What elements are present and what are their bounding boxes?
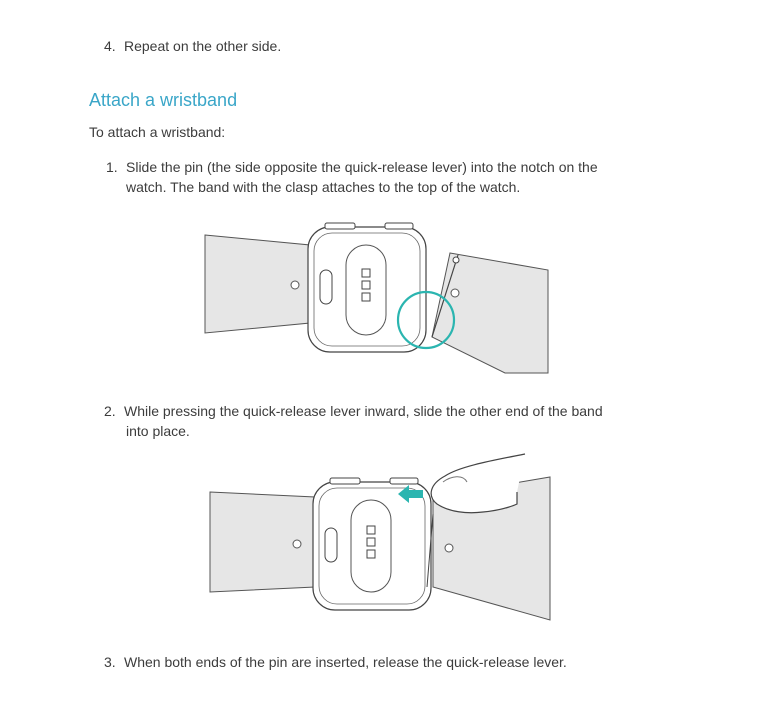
section-heading: Attach a wristband bbox=[89, 90, 238, 110]
right-band bbox=[432, 253, 548, 373]
step-text-line1: Slide the pin (the side opposite the quick-release lever) into the notch on the bbox=[126, 159, 598, 175]
step-number: 4. bbox=[104, 38, 116, 54]
step-number: 1. bbox=[106, 159, 118, 175]
step-text-line2: into place. bbox=[126, 423, 190, 439]
step-number: 2. bbox=[104, 403, 116, 419]
step-text: Repeat on the other side. bbox=[124, 38, 282, 54]
watch-band-notch-illustration bbox=[200, 215, 552, 380]
step-2 bbox=[104, 401, 603, 421]
step-1-continued bbox=[126, 177, 520, 197]
band-pin-hole bbox=[293, 540, 301, 548]
quick-release-lever-illustration bbox=[205, 452, 557, 627]
charging-contacts bbox=[320, 270, 332, 304]
step-3 bbox=[104, 652, 567, 672]
step-text-line1: While pressing the quick-release lever inward, slide the other end of the band bbox=[124, 403, 603, 419]
step-text-line1: When both ends of the pin are inserted, release the quick-release lever. bbox=[124, 654, 567, 670]
charging-contacts bbox=[325, 528, 337, 562]
section-intro: To attach a wristband: bbox=[89, 124, 226, 140]
band-pin-hole bbox=[291, 281, 299, 289]
finger bbox=[431, 454, 525, 513]
step-1 bbox=[106, 157, 598, 177]
step-4 bbox=[104, 36, 281, 56]
step-2-continued bbox=[126, 421, 190, 441]
step-number: 3. bbox=[104, 654, 116, 670]
step-text-line2: watch. The band with the clasp attaches to the top of the watch. bbox=[126, 179, 521, 195]
watch-sensor bbox=[346, 245, 386, 335]
